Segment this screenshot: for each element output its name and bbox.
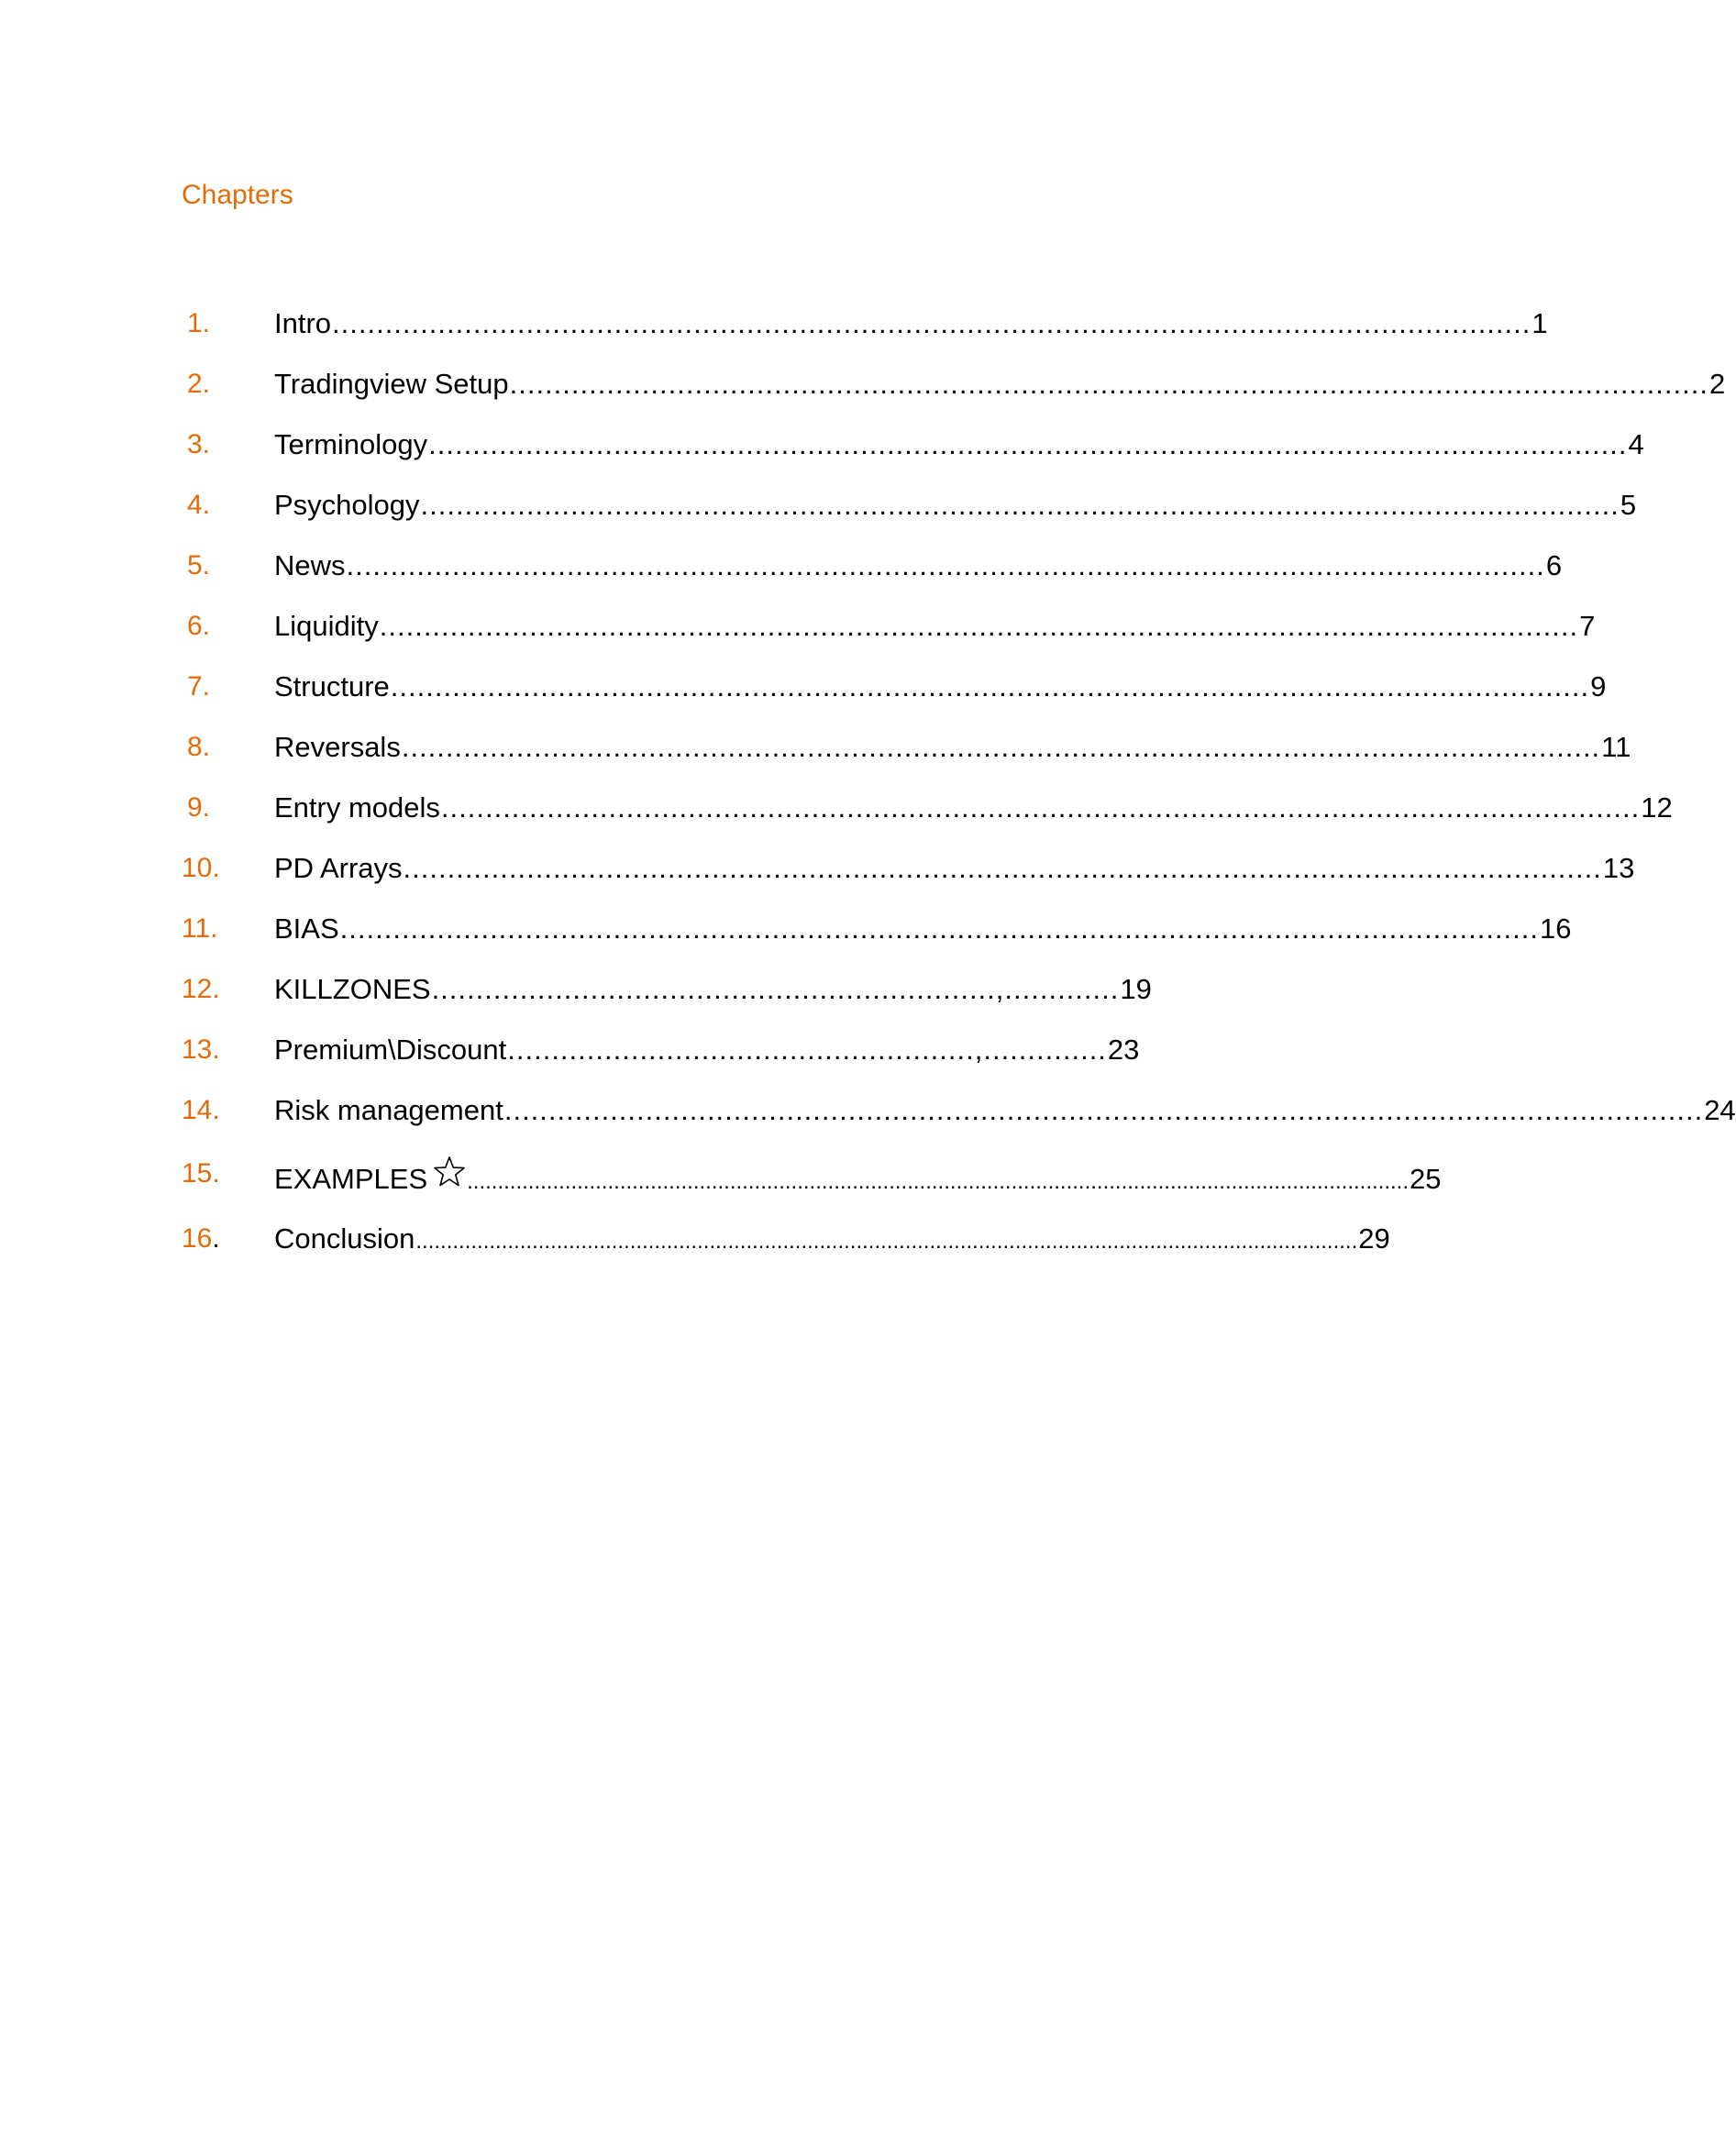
toc-entry-examples[interactable] [0,1155,1517,1195]
toc-entry-number: 13. [182,1034,220,1065]
toc-dot-leader: ........................................................................................................................................ [403,852,1602,884]
toc-entry-number: 9. [187,792,211,823]
toc-entry-entry-models[interactable] [0,790,1673,826]
toc-entry-number [182,1221,220,1257]
toc-page-number: 2 [1708,368,1726,400]
toc-entry-bias[interactable] [0,911,1572,947]
toc-entry-number: 3. [187,429,211,459]
toc-entry-number: 11. [182,913,218,944]
toc-entry-tradingview-setup[interactable] [0,366,1726,403]
toc-entry-number-digits: 16 [182,1223,213,1254]
toc-entry-title: Risk management [274,1094,503,1126]
toc-entry-killzones[interactable] [0,971,1517,1008]
toc-page-number: 12 [1641,791,1673,824]
toc-entry-title: Entry models [274,791,440,824]
toc-entry-title: KILLZONES [274,973,431,1005]
toc-entry-title: Structure [274,670,390,702]
toc-entry-number: 8. [187,732,211,762]
toc-dot-leader: ........................................................................................................................................ [390,670,1590,702]
star-outline-icon [433,1155,466,1189]
toc-dot-leader: ........................................................................................................................................ [401,731,1601,763]
toc-entry-title: Terminology [274,428,428,460]
toc-entry-title: EXAMPLES [274,1163,428,1195]
toc-entry-title: Premium\Discount [274,1034,507,1066]
toc-dot-leader: ........................................................................................................................................ [346,549,1545,581]
toc-entry-psychology[interactable] [0,487,1637,524]
toc-entry-risk-management[interactable] [0,1092,1736,1129]
toc-page-number: 1 [1531,307,1548,339]
toc-entry-conclusion[interactable] [0,1221,1517,1257]
toc-dot-leader: ........................................................................................................................................ [509,368,1708,400]
toc-entry-pd-arrays[interactable] [0,850,1635,887]
toc-dot-leader: .......................................................................................................................................................... [467,1169,1409,1194]
toc-entry-title: News [274,549,346,581]
toc-dot-leader: ........................................................................................................................................ [379,610,1579,642]
toc-entry-number: 4. [187,490,211,520]
toc-entry-structure[interactable] [0,669,1607,705]
toc-dot-leader: .....................................................,.............. [507,1034,1107,1066]
toc-dot-leader: ........................................................................................................................................ [428,428,1628,460]
toc-dot-leader: .......................................................................................................................................................... [415,1229,1358,1254]
toc-page-number: 13 [1602,852,1635,884]
toc-entry-title: Conclusion [274,1222,415,1255]
toc-page-number: 16 [1540,912,1572,945]
toc-entry-premium-discount[interactable] [0,1032,1517,1068]
toc-entry-title: Liquidity [274,610,379,642]
toc-entry-number-dot: . [212,1223,220,1254]
toc-page-number: 6 [1545,549,1563,581]
toc-page-number: 9 [1590,670,1607,702]
toc-page-number: 19 [1120,973,1152,1005]
toc-entry-number: 14. [182,1095,220,1125]
toc-entry-terminology[interactable] [0,426,1644,463]
toc-entry-reversals[interactable] [0,729,1631,766]
toc-entry-title: Reversals [274,731,401,763]
toc-entry-news[interactable] [0,547,1563,584]
toc-dot-leader: ........................................................................................................................................ [332,307,1531,339]
toc-entry-title: PD Arrays [274,852,403,884]
toc-entry-number: 2. [187,369,211,399]
toc-dot-leader: ........................................................................................................................................ [339,912,1539,945]
toc-entry-number: 10. [182,853,220,883]
toc-entry-title: Psychology [274,489,420,521]
toc-page-number: 25 [1410,1163,1442,1195]
toc-dot-leader: ........................................................................................................................................ [420,489,1620,521]
toc-entry-intro[interactable] [0,305,1548,342]
toc-page-number: 23 [1107,1034,1140,1066]
toc-dot-leader: ................................................................,............. [431,973,1120,1005]
toc-page-number: 5 [1620,489,1637,521]
chapters-heading: Chapters [182,180,293,210]
toc-page-number: 29 [1358,1222,1390,1255]
toc-entry-number: 12. [182,974,220,1004]
toc-entry-liquidity[interactable] [0,608,1596,645]
toc-entry-number: 7. [187,671,211,702]
toc-entry-number: 6. [187,611,211,641]
toc-dot-leader: ........................................................................................................................................ [503,1094,1704,1126]
toc-dot-leader: ........................................................................................................................................ [440,791,1641,824]
toc-entry-number: 5. [187,550,211,580]
toc-page-number: 7 [1579,610,1596,642]
toc-entry-title: BIAS [274,912,339,945]
toc-page-number: 4 [1628,428,1644,460]
toc-page-number: 24 [1704,1094,1736,1126]
toc-entry-title: Tradingview Setup [274,368,509,400]
toc-entry-number: 15. [182,1158,220,1189]
toc-entry-title: Intro [274,307,332,339]
toc-entry-number: 1. [187,308,211,338]
toc-page-number: 11 [1601,731,1631,763]
